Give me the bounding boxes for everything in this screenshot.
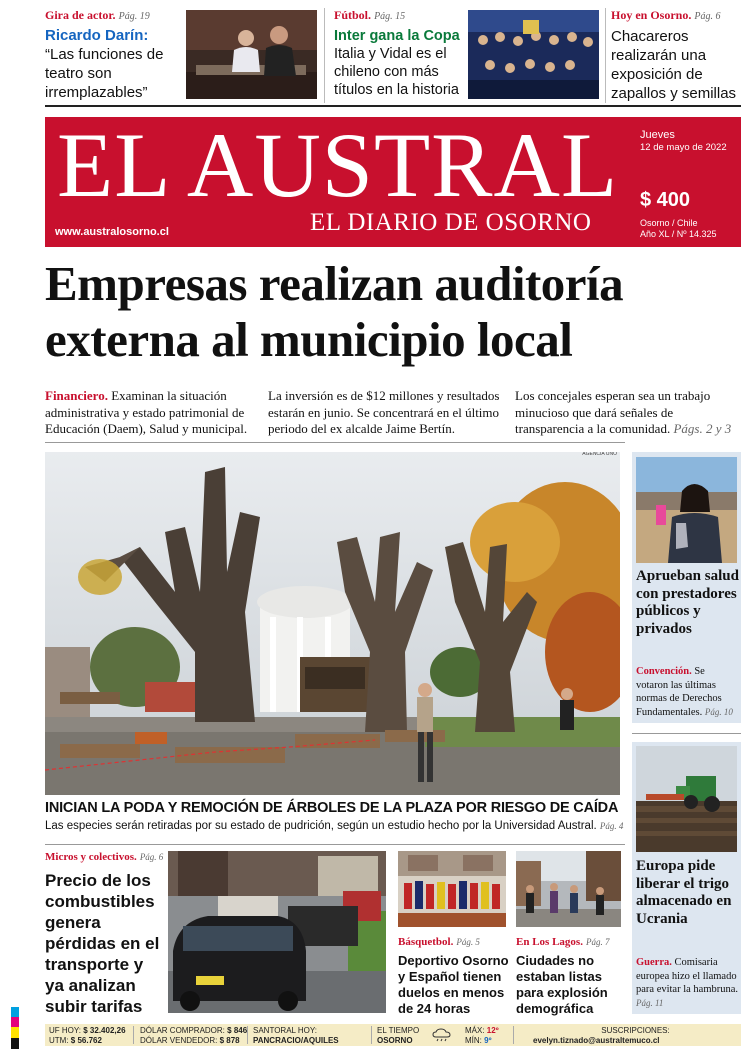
teaser-1-page: Pág. 19 [118,11,150,22]
bottom-story-1[interactable] [45,850,165,1017]
main-photo-credit: AGENCIA UNO [582,452,617,457]
lead-col-2 [268,388,504,438]
bottom-story-3-title: Ciudades no estaban listas para explosión demográfica [516,953,608,1016]
teaser-3-text: Chacareros realizarán una exposición de zapallos y semillas [611,28,737,102]
teaser-3-page: Pág. 6 [694,11,721,22]
side-story-1-title: Aprueban salud con prestadores públicos y privados [636,568,739,637]
teaser-2-text: Italia y Vidal es el chileno con más títulos en la historia [334,46,459,98]
footer-dolar-v: $ 878 [219,1036,240,1045]
teaser-2-page: Pág. 15 [374,11,406,22]
footer-dolar-c: $ 846 [227,1026,248,1035]
footer-utm: $ 56.762 [70,1036,102,1045]
main-photo[interactable] [45,452,620,795]
footer-tiempo-label: EL TIEMPO [377,1026,420,1035]
teaser-2-kicker: Fútbol. [334,8,372,22]
footer-subs-email[interactable]: evelyn.tiznado@australtemuco.cl [533,1036,660,1045]
side-story-2-text: Comisaria europea hizo el llamado para evitar la hambruna. [636,957,739,995]
main-photo-caption-page: Pág. 4 [599,821,624,831]
color-swatches [11,1007,19,1049]
side-story-1-kicker: Convención. [636,666,692,677]
bottom-story-3[interactable] [516,935,628,1017]
main-photo-caption-title[interactable]: INICIAN LA PODA Y REMOCIÓN DE ÁRBOLES DE LA PLAZA POR RIESGO DE CAÍDA [45,800,619,816]
main-photo-caption [45,819,630,833]
teaser-3[interactable] [611,8,741,103]
lead-col-3-text: Los concejales esperan sea un trabajo minucioso que dará señales de transparencia a la comunidad. [515,388,711,436]
bottom-story-2-photo[interactable] [398,851,506,927]
side-story-1[interactable] [632,452,741,723]
bottom-story-2[interactable] [398,935,510,1017]
bottom-story-3-photo[interactable] [516,851,621,927]
teaser-2-title: Inter gana la Copa [334,28,460,44]
side-story-2[interactable] [632,742,741,1014]
footer-min: 9º [484,1036,492,1045]
teaser-1[interactable] [45,8,180,102]
footer-temps [465,1026,515,1046]
lead-col-3 [515,388,741,438]
teaser-2-photo[interactable] [468,10,599,99]
bottom-story-3-kicker: En Los Lagos. [516,936,583,948]
side-story-2-summary [636,956,739,1010]
side-story-2-title: Europa pide liberar el trigo almacenado en Ucrania [636,858,732,927]
side-story-2-page: Pág. 11 [636,997,664,1008]
bottom-story-1-kicker: Micros y colectivos. [45,851,137,863]
masthead-price: $ 400 [640,189,691,211]
side-story-1-summary [636,665,739,719]
masthead-city: Osorno / Chile [640,218,698,228]
bottom-story-2-page: Pág. 5 [456,937,480,947]
footer-uf: $ 32.402,26 [83,1026,126,1035]
masthead-day: Jueves [640,129,675,141]
masthead-name[interactable]: EL AUSTRAL [57,114,619,216]
footer-bar [45,1024,741,1046]
main-headline[interactable] [45,256,741,368]
side-story-1-text: Se votaron las últimas normas de Derechos Fundamentales. [636,666,722,718]
footer-santoral [253,1026,368,1046]
footer-utm-label: UTM: [49,1036,69,1045]
cloud-rain-icon [432,1028,452,1042]
footer-uf-utm [49,1026,144,1046]
footer-max-label: MÁX: [465,1026,485,1035]
teaser-2[interactable] [334,8,464,99]
footer-tiempo-city: OSORNO [377,1036,413,1045]
footer-santoral: PANCRACIO/AQUILES [253,1036,339,1045]
footer-subs [533,1026,738,1046]
lead-col-1 [45,388,257,438]
lead-col-1-text: Examinan la situación administrativa y estado patrimonial de Educación (Daem), Salud y municipal. [45,388,248,436]
teaser-1-photo[interactable] [186,10,317,99]
main-headline-line1: Empresas realizan auditoría [45,256,624,311]
lead-col-3-page: Págs. 2 y 3 [673,421,732,436]
masthead-date: 12 de mayo de 2022 [640,142,727,153]
bottom-story-2-title: Deportivo Osorno y Español tienen duelos en menos de 24 horas [398,953,509,1016]
bottom-story-1-photo[interactable] [168,851,386,1013]
bottom-story-1-page: Pág. 6 [139,852,164,862]
footer-tiempo [377,1026,437,1046]
masthead-edition: Año XL / Nº 14.325 [640,229,717,239]
masthead [45,114,741,247]
footer-subs-label: SUSCRIPCIONES: [601,1026,670,1035]
footer-max: 12º [486,1026,499,1035]
main-photo-caption-text: Las especies serán retiradas por su estado de pudrición, según un estudio hecho por la Universidad Austral. [45,820,597,832]
footer-uf-label: UF HOY: [49,1026,82,1035]
main-headline-line2: externa al municipio local [45,312,573,367]
masthead-subtitle: EL DIARIO DE OSORNO [310,209,592,236]
footer-santoral-label: SANTORAL HOY: [253,1026,318,1035]
teaser-1-kicker: Gira de actor. [45,8,116,22]
footer-min-label: MÍN: [465,1036,482,1045]
teaser-1-title: Ricardo Darín: [45,27,149,44]
teaser-1-quote: “Las funciones de teatro son irremplazables” [45,46,164,101]
bottom-story-2-kicker: Básquetbol. [398,936,454,948]
lead-col-2-text: La inversión es de $12 millones y resultados estarán en junio. Se concentrará en el último periodo del ex alcalde Jaime Bertín. [268,388,500,436]
side-story-2-kicker: Guerra. [636,957,672,968]
masthead-url[interactable]: www.australosorno.cl [55,226,169,238]
teaser-3-kicker: Hoy en Osorno. [611,8,692,22]
side-story-1-photo [636,457,737,563]
footer-dolar-v-label: DÓLAR VENDEDOR: [140,1036,218,1045]
lead-col-1-kicker: Financiero. [45,388,108,403]
side-story-2-photo [636,746,737,852]
side-story-1-page: Pág. 10 [704,706,733,717]
bottom-story-1-title: Precio de los combustibles genera pérdidas en el transporte y ya analizan subir tarifas [45,871,160,1016]
footer-dolar-c-label: DÓLAR COMPRADOR: [140,1026,225,1035]
bottom-story-3-page: Pág. 7 [586,937,610,947]
